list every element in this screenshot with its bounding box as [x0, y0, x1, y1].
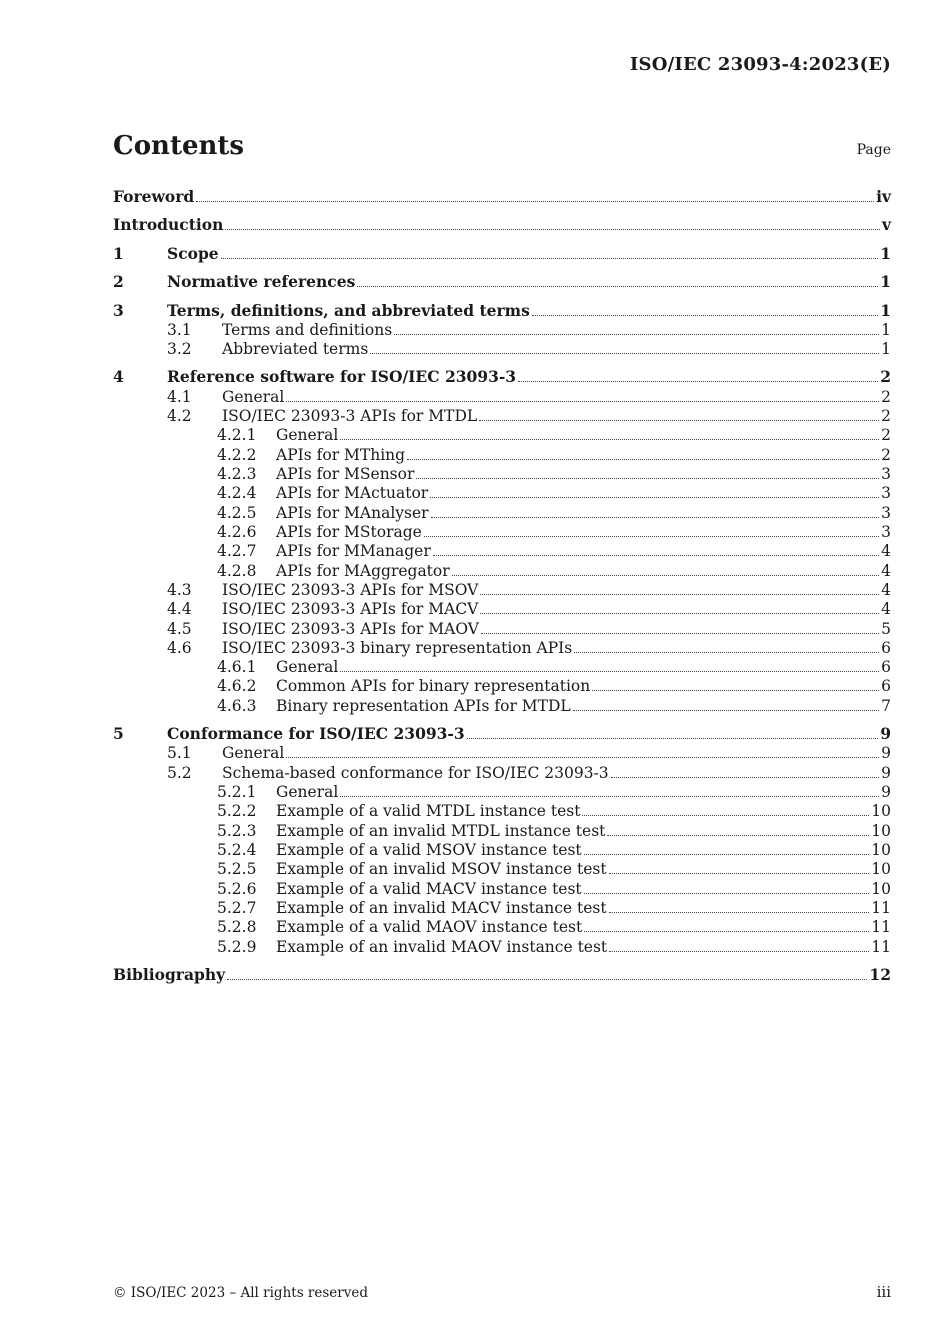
dot-leader	[286, 401, 879, 402]
toc-entry-page[interactable]: 4	[881, 600, 891, 618]
toc-entry-number: 3.1	[167, 321, 192, 339]
toc-entry-page[interactable]: 2	[881, 388, 891, 406]
dot-leader	[584, 931, 869, 932]
toc-entry-page[interactable]: 12	[869, 965, 891, 984]
toc-entry-title[interactable]: Terms and definitions	[222, 321, 393, 339]
dot-leader	[357, 286, 878, 287]
toc-entry-page[interactable]: 6	[881, 658, 891, 676]
toc-entry-page[interactable]: 10	[871, 841, 891, 859]
toc-entry[interactable]	[113, 243, 891, 263]
toc-entry[interactable]	[113, 723, 891, 743]
toc-entry[interactable]	[113, 502, 891, 522]
toc-entry-page[interactable]: 3	[881, 523, 891, 541]
dot-leader	[286, 757, 879, 758]
dot-leader	[430, 497, 879, 498]
toc-entry-title[interactable]: ISO/IEC 23093-3 APIs for MAOV	[222, 620, 479, 638]
toc-entry-title[interactable]: Example of a valid MSOV instance test	[276, 841, 582, 859]
toc-entry-title[interactable]: General	[276, 783, 339, 801]
toc-entry[interactable]	[113, 214, 891, 234]
dot-leader	[340, 796, 879, 797]
toc-entry-page[interactable]: v	[881, 215, 891, 234]
dot-leader	[227, 979, 867, 980]
dot-leader	[452, 575, 879, 576]
dot-leader	[592, 690, 879, 691]
page-title: Contents	[113, 131, 245, 161]
toc-entry-page[interactable]: 9	[881, 764, 891, 782]
toc-entry[interactable]	[113, 300, 891, 320]
dot-leader	[573, 710, 879, 711]
toc-entry-number: 4.2.2	[217, 446, 257, 464]
toc-entry-title[interactable]: Example of a valid MACV instance test	[276, 880, 582, 898]
toc-entry-title[interactable]: Foreword	[113, 187, 195, 206]
toc-entry[interactable]	[113, 637, 891, 657]
toc-entry-number: 5	[113, 724, 124, 743]
dot-leader	[574, 652, 879, 653]
toc-entry-page[interactable]: 4	[881, 562, 891, 580]
toc-entry[interactable]	[113, 839, 891, 859]
toc-entry-page[interactable]: 2	[881, 426, 891, 444]
dot-leader	[518, 381, 878, 382]
toc-entry-number: 5.2.3	[217, 822, 257, 840]
toc-entry[interactable]	[113, 366, 891, 386]
toc-entry[interactable]	[113, 424, 891, 444]
toc-entry-title[interactable]: ISO/IEC 23093-3 APIs for MSOV	[222, 581, 479, 599]
dot-leader	[607, 835, 869, 836]
toc-entry-number: 5.2.5	[217, 860, 257, 878]
toc-entry-title[interactable]: Bibliography	[113, 965, 226, 984]
dot-leader	[609, 951, 869, 952]
toc-entry-title[interactable]: Example of a valid MTDL instance test	[276, 802, 581, 820]
toc-entry-number: 5.2.2	[217, 802, 257, 820]
dot-leader	[532, 315, 878, 316]
toc-entry[interactable]	[113, 338, 891, 358]
toc-entry-number: 5.2.1	[217, 783, 257, 801]
toc-entry-number: 4.2	[167, 407, 192, 425]
dot-leader	[480, 594, 879, 595]
toc-entry-number: 4.2.6	[217, 523, 257, 541]
toc-entry[interactable]	[113, 781, 891, 801]
toc-entry-title[interactable]: Example of an invalid MAOV instance test	[276, 938, 608, 956]
toc-entry-title[interactable]: Reference software for ISO/IEC 23093-3	[167, 367, 517, 386]
toc-entry-title[interactable]: APIs for MStorage	[276, 523, 422, 541]
dot-leader	[196, 201, 874, 202]
dot-leader	[424, 536, 879, 537]
toc-entry-title[interactable]: Schema-based conformance for ISO/IEC 23093-3	[222, 764, 609, 782]
toc-entry-page[interactable]: 3	[881, 484, 891, 502]
toc-entry[interactable]	[113, 386, 891, 406]
toc-entry[interactable]	[113, 858, 891, 878]
toc-entry-page[interactable]: 6	[881, 677, 891, 695]
toc-entry-page[interactable]: 9	[881, 783, 891, 801]
dot-leader	[611, 777, 879, 778]
toc-entry-page[interactable]: 9	[880, 724, 891, 743]
dot-leader	[609, 912, 870, 913]
toc-entry-page[interactable]: 2	[881, 407, 891, 425]
toc-entry-title[interactable]: ISO/IEC 23093-3 binary representation APIs	[222, 639, 573, 657]
toc-entry[interactable]	[113, 186, 891, 206]
toc-entry-page[interactable]: 1	[880, 244, 891, 263]
dot-leader	[584, 854, 870, 855]
toc-entry-page[interactable]: 4	[881, 581, 891, 599]
dot-leader	[584, 893, 870, 894]
toc-entry-title[interactable]: APIs for MThing	[276, 446, 406, 464]
toc-entry-number: 5.2.9	[217, 938, 257, 956]
dot-leader	[467, 738, 879, 739]
toc-entry[interactable]	[113, 742, 891, 762]
dot-leader	[394, 334, 879, 335]
toc-entry-number: 3	[113, 301, 124, 320]
toc-entry-number: 5.1	[167, 744, 192, 762]
toc-entry-title[interactable]: General	[222, 388, 285, 406]
toc-entry-number: 1	[113, 244, 124, 263]
toc-entry[interactable]	[113, 618, 891, 638]
toc-entry-number: 4.6	[167, 639, 192, 657]
toc-entry-page[interactable]: 10	[871, 822, 891, 840]
toc-entry-page[interactable]: 1	[881, 321, 891, 339]
toc-entry-page[interactable]: iv	[876, 187, 891, 206]
toc-entry-number: 5.2	[167, 764, 192, 782]
toc-entry[interactable]	[113, 540, 891, 560]
toc-entry[interactable]	[113, 916, 891, 936]
page-column-label: Page	[856, 142, 891, 158]
toc-entry-title[interactable]: Abbreviated terms	[222, 340, 369, 358]
toc-entry-title[interactable]: Example of an invalid MSOV instance test	[276, 860, 607, 878]
toc-entry[interactable]	[113, 878, 891, 898]
toc-entry[interactable]	[113, 319, 891, 339]
toc-entry[interactable]	[113, 560, 891, 580]
toc-entry-number: 5.2.7	[217, 899, 257, 917]
toc-entry[interactable]	[113, 695, 891, 715]
toc-entry[interactable]	[113, 897, 891, 917]
toc-entry-number: 4.2.1	[217, 426, 257, 444]
toc-entry-title[interactable]: Conformance for ISO/IEC 23093-3	[167, 724, 465, 743]
toc-entry-title[interactable]: APIs for MSensor	[276, 465, 415, 483]
page-number: iii	[876, 1283, 891, 1301]
toc-entry-page[interactable]: 3	[881, 504, 891, 522]
toc-entry-number: 4.2.7	[217, 542, 257, 560]
toc-entry[interactable]	[113, 444, 891, 464]
toc-entry-title[interactable]: APIs for MActuator	[276, 484, 429, 502]
toc-entry-title[interactable]: Common APIs for binary representation	[276, 677, 591, 695]
dot-leader	[340, 439, 879, 440]
toc-entry[interactable]	[113, 482, 891, 502]
toc-entry[interactable]	[113, 800, 891, 820]
dot-leader	[431, 517, 880, 518]
toc-entry-page[interactable]: 4	[881, 542, 891, 560]
toc-entry-number: 4.6.1	[217, 658, 257, 676]
toc-entry[interactable]	[113, 405, 891, 425]
dot-leader	[480, 613, 879, 614]
toc-entry-page[interactable]: 2	[881, 446, 891, 464]
toc-entry-title[interactable]: APIs for MAggregator	[276, 562, 450, 580]
copyright-notice: © ISO/IEC 2023 – All rights reserved	[113, 1285, 368, 1301]
toc-entry[interactable]	[113, 463, 891, 483]
toc-entry[interactable]	[113, 936, 891, 956]
dot-leader	[609, 873, 870, 874]
toc-entry-page[interactable]: 2	[880, 367, 891, 386]
toc-entry-number: 4.5	[167, 620, 192, 638]
toc-entry[interactable]	[113, 271, 891, 291]
toc-entry[interactable]	[113, 598, 891, 618]
toc-entry-page[interactable]: 1	[880, 272, 891, 291]
toc-entry-page[interactable]: 1	[880, 301, 891, 320]
toc-entry-page[interactable]: 10	[871, 880, 891, 898]
toc-entry-number: 4	[113, 367, 124, 386]
document-code: ISO/IEC 23093-4:2023(E)	[629, 54, 891, 75]
toc-entry[interactable]	[113, 675, 891, 695]
dot-leader	[416, 478, 879, 479]
toc-entry-title[interactable]: General	[276, 426, 339, 444]
toc-entry-number: 4.6.2	[217, 677, 257, 695]
toc-entry[interactable]	[113, 579, 891, 599]
toc-entry-title[interactable]: ISO/IEC 23093-3 APIs for MTDL	[222, 407, 478, 425]
toc-entry-title[interactable]: Example of a valid MAOV instance test	[276, 918, 583, 936]
toc-entry-page[interactable]: 11	[871, 938, 891, 956]
toc-entry-number: 2	[113, 272, 124, 291]
toc-entry-number: 5.2.4	[217, 841, 257, 859]
toc-entry[interactable]	[113, 521, 891, 541]
toc-entry-page[interactable]: 11	[871, 899, 891, 917]
toc-entry-title[interactable]: APIs for MManager	[276, 542, 431, 560]
dot-leader	[481, 633, 879, 634]
toc-entry[interactable]	[113, 656, 891, 676]
toc-entry-title[interactable]: Binary representation APIs for MTDL	[276, 697, 571, 715]
toc-entry-page[interactable]: 3	[881, 465, 891, 483]
toc-entry-page[interactable]: 7	[881, 697, 891, 715]
toc-entry-title[interactable]: Example of an invalid MTDL instance test	[276, 822, 606, 840]
toc-entry-title[interactable]: Introduction	[113, 215, 224, 234]
toc-entry[interactable]	[113, 820, 891, 840]
dot-leader	[221, 258, 879, 259]
toc-entry-page[interactable]: 10	[871, 802, 891, 820]
toc-entry-page[interactable]: 5	[881, 620, 891, 638]
dot-leader	[582, 815, 869, 816]
toc-entry-number: 4.2.5	[217, 504, 257, 522]
toc-entry[interactable]	[113, 762, 891, 782]
toc-entry-title[interactable]: General	[222, 744, 285, 762]
toc-entry-number: 3.2	[167, 340, 192, 358]
dot-leader	[225, 229, 880, 230]
toc-entry-page[interactable]: 9	[881, 744, 891, 762]
toc-entry[interactable]	[113, 964, 891, 984]
toc-entry-title[interactable]: APIs for MAnalyser	[276, 504, 429, 522]
toc-entry-number: 4.3	[167, 581, 192, 599]
toc-entry-number: 4.4	[167, 600, 192, 618]
toc-entry-number: 5.2.8	[217, 918, 257, 936]
toc-entry-number: 4.2.8	[217, 562, 257, 580]
toc-entry-page[interactable]: 6	[881, 639, 891, 657]
toc-entry-title[interactable]: Normative references	[167, 272, 356, 291]
toc-entry-number: 4.1	[167, 388, 192, 406]
toc-entry-title[interactable]: Terms, definitions, and abbreviated terms	[167, 301, 530, 320]
toc-entry-number: 4.2.3	[217, 465, 257, 483]
dot-leader	[340, 671, 879, 672]
toc-entry-title[interactable]: General	[276, 658, 339, 676]
dot-leader	[407, 459, 879, 460]
toc-entry-page[interactable]: 10	[871, 860, 891, 878]
dot-leader	[479, 420, 879, 421]
toc-entry-title[interactable]: Example of an invalid MACV instance test	[276, 899, 607, 917]
toc-entry-number: 4.6.3	[217, 697, 257, 715]
toc-entry-title[interactable]: ISO/IEC 23093-3 APIs for MACV	[222, 600, 479, 618]
toc-entry-number: 5.2.6	[217, 880, 257, 898]
toc-entry-title[interactable]: Scope	[167, 244, 219, 263]
toc-entry-page[interactable]: 1	[881, 340, 891, 358]
dot-leader	[433, 555, 879, 556]
toc-entry-page[interactable]: 11	[871, 918, 891, 936]
toc-entry-number: 4.2.4	[217, 484, 257, 502]
dot-leader	[370, 353, 879, 354]
